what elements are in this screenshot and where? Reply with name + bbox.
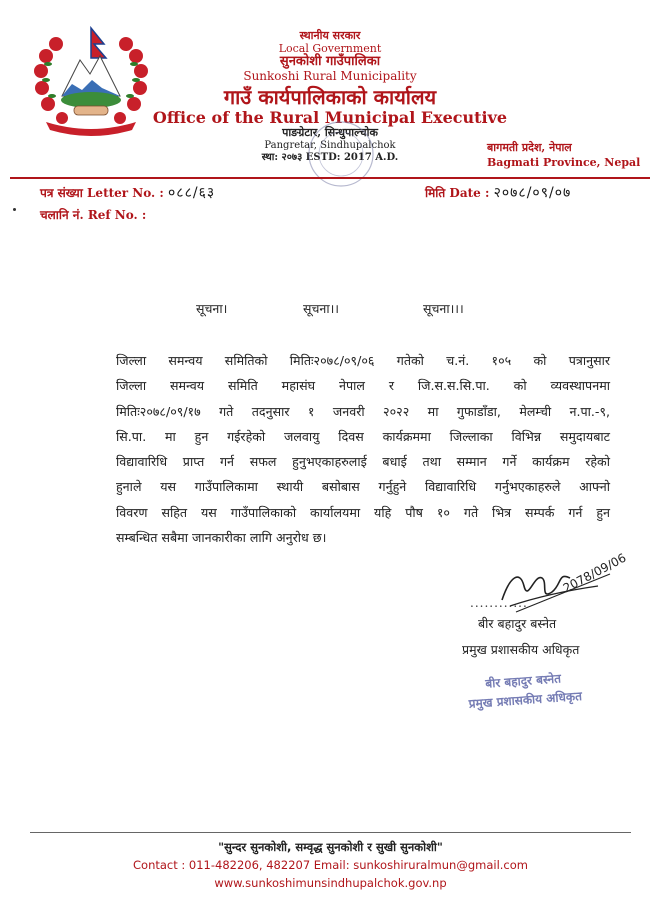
footer-contact: Contact : 011-482206, 482207 Email: sunkoshiruralmun@gmail.com <box>133 858 528 872</box>
body-line: जिल्ला समन्वय समितिको मितिः२०७८/०९/०६ गतेको च.नं. १०५ को पत्रानुसार <box>116 353 610 368</box>
ref-number-row <box>40 206 146 223</box>
letterhead-line-local-government-np: स्थानीय सरकार <box>299 29 361 42</box>
signature-dots: ............ <box>470 596 528 610</box>
header-divider <box>10 177 650 179</box>
letter-number-row <box>40 183 215 202</box>
province-np: बागमती प्रदेश, नेपाल <box>487 141 572 154</box>
footer-website-link[interactable]: www.sunkoshimunsindhupalchok.gov.np <box>214 876 447 890</box>
date-value: २०७८/०९/०७ <box>493 185 572 201</box>
signatory-title: प्रमुख प्रशासकीय अधिकृत <box>462 642 580 657</box>
notice-heading-1: सूचना। <box>196 301 228 316</box>
body-line: जिल्ला समन्वय समिति महासंघ नेपाल र जि.स.स.सि.पा. को व्यवस्थापनमा <box>116 378 610 394</box>
letterhead-municipality-np: सुनकोशी गाउँपालिका <box>279 54 381 70</box>
province-en: Bagmati Province, Nepal <box>487 155 641 169</box>
signature-date: 2078/09/06 <box>560 550 629 596</box>
letterhead-address-en: Pangretar, Sindhupalchok <box>264 140 396 152</box>
stamp-title: प्रमुख प्रशासकीय अधिकृत <box>468 689 583 712</box>
province-block <box>487 141 640 171</box>
letterhead-municipality-en: Sunkoshi Rural Municipality <box>243 69 417 84</box>
letter-number-value: ०८८/६३ <box>168 185 216 201</box>
stamp-name: बीर बहादुर बस्नेत <box>484 671 562 691</box>
body-line: सि.पा. मा हुन गईरहेको जलवायु दिवस कार्यक्रममा जिल्लाका विभिन्न समुदायबाट <box>116 428 610 444</box>
date-label: मिति Date : <box>425 186 490 200</box>
letterhead-estd: स्था: २०७३ ESTD: 2017 A.D. <box>261 151 399 163</box>
notice-heading-3: सूचना।।। <box>423 301 464 316</box>
letterhead-office-en: Office of the Rural Municipal Executive <box>152 108 508 128</box>
ref-number-label: चलानि नं. Ref No. : <box>40 208 147 222</box>
office-stamp-icon <box>305 118 377 190</box>
body-line: मितिः२०७८/०९/१७ गते तदनुसार १ जनवरी २०२२ मा गुफाडाँडा, मेलम्ची न.पा.-९, <box>116 403 610 419</box>
nepal-emblem-icon <box>32 26 150 136</box>
footer-slogan: "सुन्दर सुनकोशी, सम्वृद्ध सुनकोशी र सुखी सुनकोशी" <box>218 840 443 854</box>
body-line: विद्यावारिधि प्राप्त गर्न सफल हुनुभएकाहरुलाई बधाई तथा सम्मान गर्ने कार्यक्रम रहेको <box>116 454 610 470</box>
letterhead-line-local-government-en: Local Government <box>278 41 382 55</box>
name-stamp <box>467 668 583 714</box>
letterhead-office-np: गाउँ कार्यपालिकाको कार्यालय <box>223 85 437 110</box>
footer-divider <box>30 832 631 833</box>
notice-heading-2: सूचना।। <box>303 301 340 316</box>
body-line: सम्बन्धित सबैमा जानकारीका लागि अनुरोध छ। <box>116 530 327 546</box>
margin-dot <box>13 208 16 211</box>
date-row <box>425 183 571 202</box>
letterhead-address-np: पाङग्रेटार, सिन्धुपाल्चोक <box>282 126 378 140</box>
body-line: हुनाले यस गाउँपालिकामा स्थायी बसोबास गर्नुहुने विद्यावारिधि गर्नुभएकाहरुले आफ्नो <box>116 479 610 495</box>
letter-number-label: पत्र संख्या Letter No. : <box>40 186 164 200</box>
body-line: विवरण सहित यस गाउँपालिकाको कार्यालयमा यहि पौष १० गते भित्र सम्पर्क गर्न हुन <box>116 504 610 520</box>
signatory-name: बीर बहादुर बस्नेत <box>478 616 557 631</box>
notice-body <box>116 348 610 550</box>
